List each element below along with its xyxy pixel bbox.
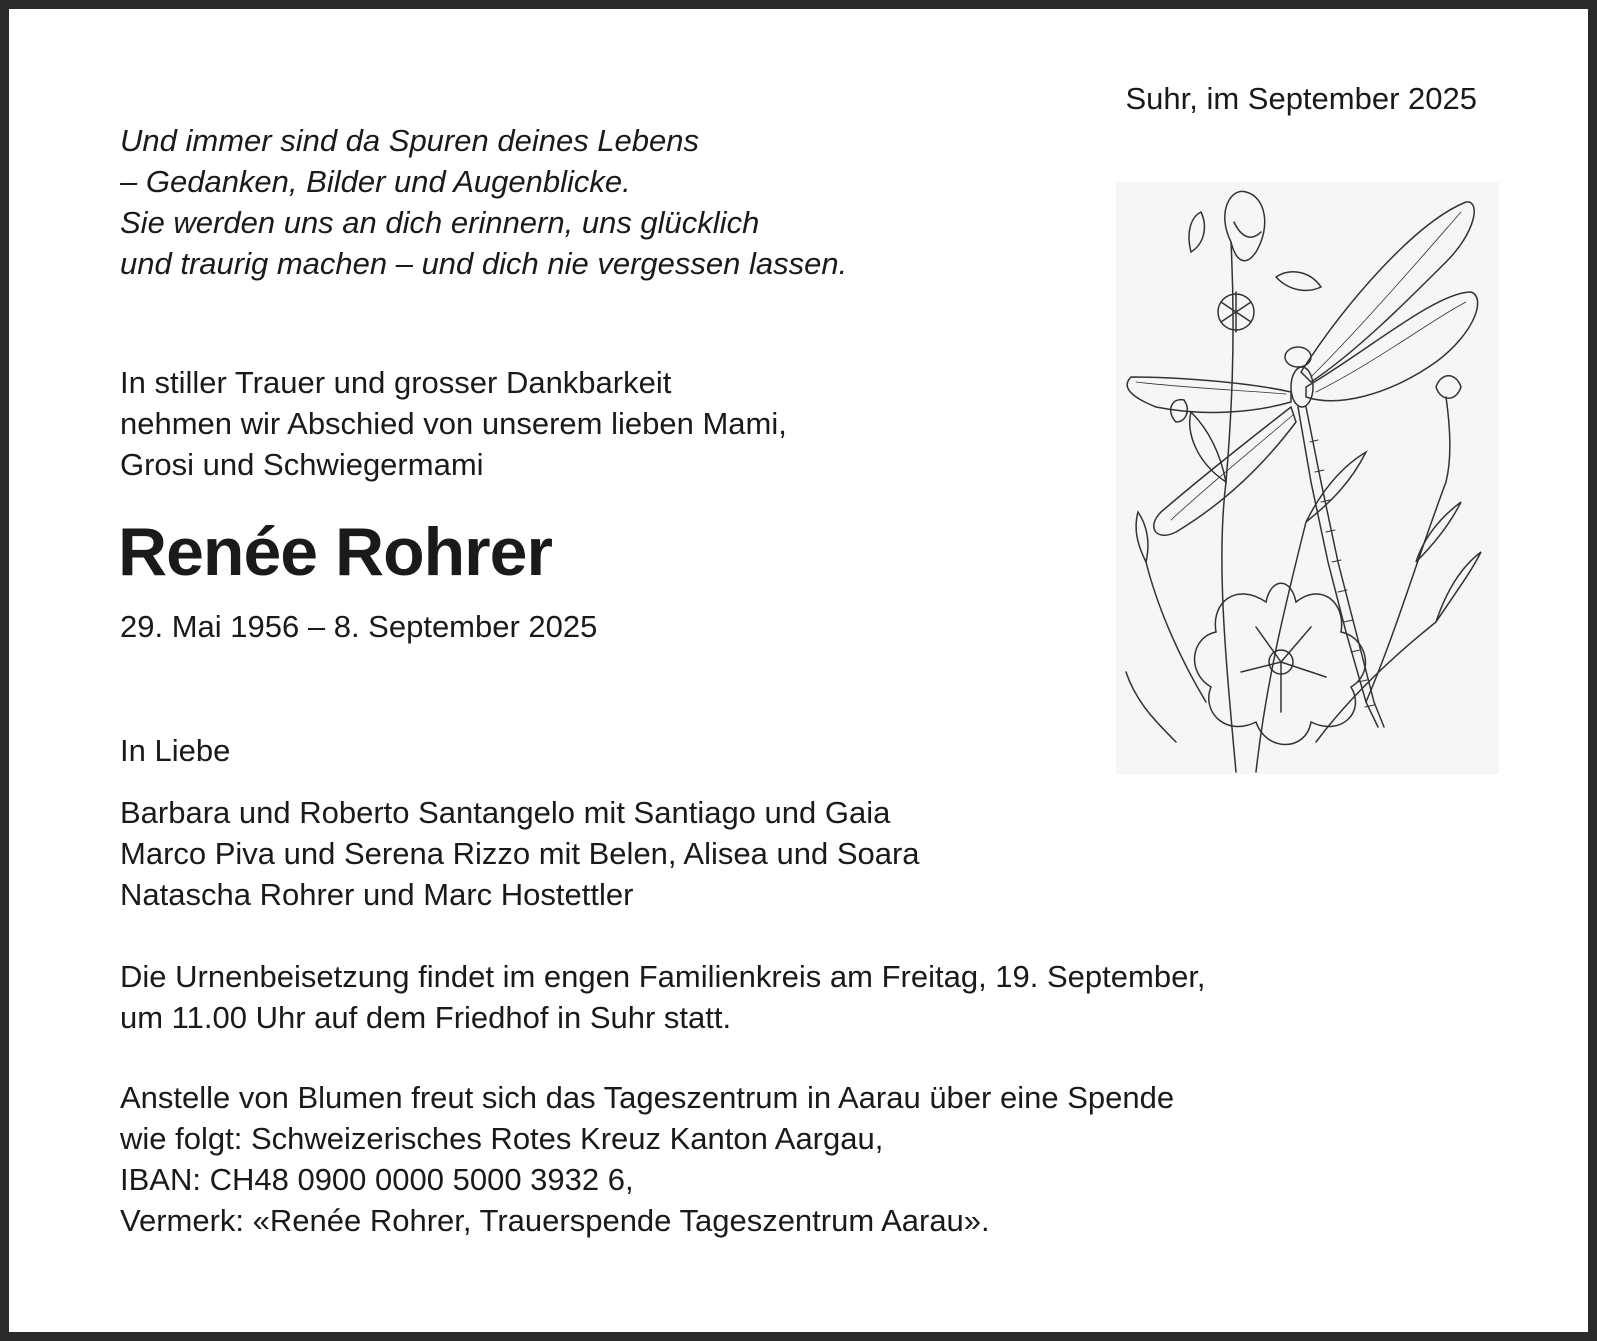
deceased-name: Renée Rohrer <box>118 514 552 590</box>
poem-line: – Gedanken, Bilder und Augenblicke. <box>120 164 631 199</box>
poem-line: Sie werden uns an dich erinnern, uns glücklich <box>120 205 760 240</box>
poem <box>120 120 847 284</box>
life-dates: 29. Mai 1956 – 8. September 2025 <box>120 609 598 644</box>
burial-line: um 11.00 Uhr auf dem Friedhof in Suhr statt. <box>120 1000 732 1035</box>
intro-line: nehmen wir Abschied von unserem lieben Mami, <box>120 406 787 441</box>
family-list <box>120 792 920 915</box>
poem-line: Und immer sind da Spuren deines Lebens <box>120 123 700 158</box>
donation-line: IBAN: CH48 0900 0000 5000 3932 6, <box>120 1162 634 1197</box>
family-line: Barbara und Roberto Santangelo mit Santiago und Gaia <box>120 795 891 830</box>
intro-line: Grosi und Schwiegermami <box>120 447 484 482</box>
donation-line: Vermerk: «Renée Rohrer, Trauerspende Tageszentrum Aarau». <box>120 1203 990 1238</box>
burial-notice <box>120 956 1206 1038</box>
place-date: Suhr, im September 2025 <box>1125 81 1477 116</box>
dragonfly-drawing <box>1116 182 1499 774</box>
family-line: Marco Piva und Serena Rizzo mit Belen, Alisea und Soara <box>120 836 920 871</box>
donation-line: Anstelle von Blumen freut sich das Tageszentrum in Aarau über eine Spende <box>120 1080 1175 1115</box>
intro-line: In stiller Trauer und grosser Dankbarkeit <box>120 365 672 400</box>
dragonfly-illustration-icon <box>1116 182 1499 774</box>
poem-line: und traurig machen – und dich nie vergessen lassen. <box>120 246 848 281</box>
in-love-label: In Liebe <box>120 733 231 768</box>
family-line: Natascha Rohrer und Marc Hostettler <box>120 877 634 912</box>
donation-notice <box>120 1077 1174 1241</box>
burial-line: Die Urnenbeisetzung findet im engen Familienkreis am Freitag, 19. September, <box>120 959 1206 994</box>
intro-text <box>120 362 787 485</box>
donation-line: wie folgt: Schweizerisches Rotes Kreuz Kanton Aargau, <box>120 1121 884 1156</box>
